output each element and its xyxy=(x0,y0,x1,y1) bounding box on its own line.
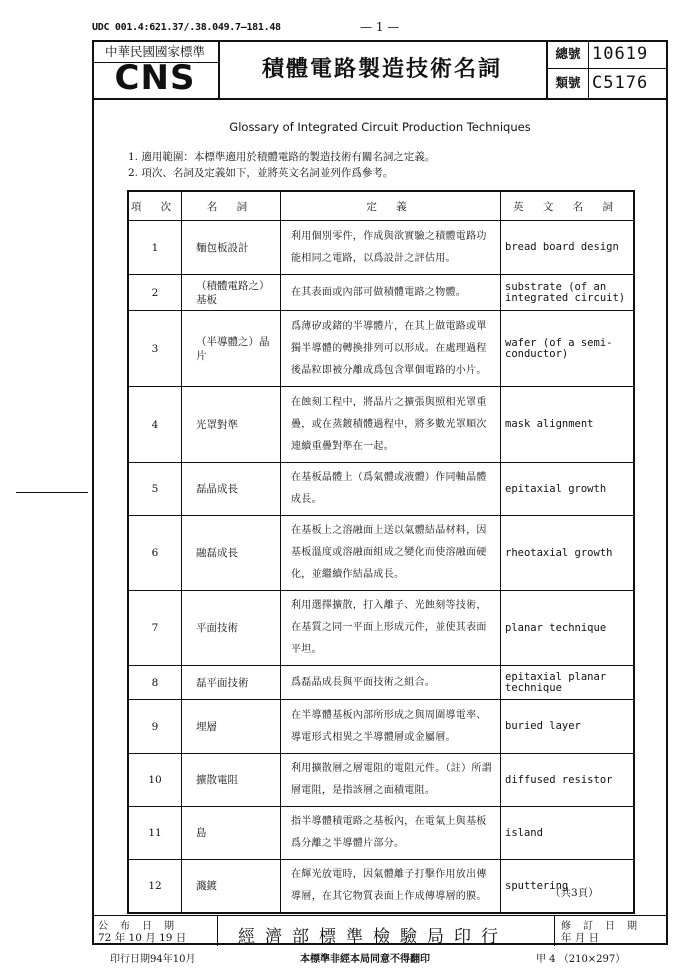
row-number: 1 xyxy=(128,221,182,275)
row-number: 2 xyxy=(128,275,182,311)
row-term: 島 xyxy=(182,807,281,860)
table-row xyxy=(128,387,634,463)
cns-logo: CNS xyxy=(114,58,196,98)
page-marker: — 1 — xyxy=(360,20,400,34)
revision-date: 年 月 日 xyxy=(561,932,600,944)
row-term: 磊晶成長 xyxy=(182,463,281,516)
row-definition: 在基板上之溶融面上送以氣體結晶材料，因基板溫度或溶融面組成之變化而使溶融面硬化，並繼續作結晶成長。 xyxy=(281,516,501,591)
row-english: diffused resistor xyxy=(501,754,635,807)
category-number-row xyxy=(548,69,666,98)
table-row xyxy=(128,807,634,860)
copyright-notice: 本標準非經本局同意不得翻印 xyxy=(300,954,430,965)
row-number: 5 xyxy=(128,463,182,516)
total-number-label: 總號 xyxy=(548,40,589,68)
row-term: 融磊成長 xyxy=(182,516,281,591)
row-number: 6 xyxy=(128,516,182,591)
row-definition: 利用選擇擴散，打入離子、光蝕刻等技術，在基質之同一平面上形成元件，並使其表面平坦。 xyxy=(281,591,501,666)
row-term: 擴散電阻 xyxy=(182,754,281,807)
table-row xyxy=(128,463,634,516)
header-english: 英 文 名 詞 xyxy=(501,191,635,221)
document-title: 積體電路製造技術名詞 xyxy=(261,57,502,82)
header-definition: 定 義 xyxy=(281,191,501,221)
row-term: 平面技術 xyxy=(182,591,281,666)
header-term: 名 詞 xyxy=(182,191,281,221)
category-number-value: C5176 xyxy=(592,73,649,93)
revision-date-box xyxy=(554,916,668,946)
row-english: planar technique xyxy=(501,591,635,666)
row-definition: 在半導體基板內部所形成之與周圍導電率、導電形式相異之半導體層或金屬層。 xyxy=(281,700,501,754)
row-definition: 在蝕刻工程中，將晶片之擴張與照相光罩重疊，或在蒸鍍積體過程中，將多數光罩順次連續重疊對準在一起。 xyxy=(281,387,501,463)
row-number: 8 xyxy=(128,666,182,700)
row-definition: 爲磊晶成長與平面技術之組合。 xyxy=(281,666,501,700)
row-term: 光罩對準 xyxy=(182,387,281,463)
row-number: 3 xyxy=(128,311,182,387)
publisher: 經濟部標準檢驗局印行 xyxy=(238,927,508,947)
total-pages: （共3頁） xyxy=(550,887,599,899)
row-term: 埋層 xyxy=(182,700,281,754)
glossary-table xyxy=(127,190,635,914)
row-definition: 利用個別零件，作成與欲實驗之積體電路功能相同之電路，以爲設計之評估用。 xyxy=(281,221,501,275)
print-date: 印行日期94年10月 xyxy=(110,954,196,965)
row-english: buried layer xyxy=(501,700,635,754)
table-row xyxy=(128,221,634,275)
row-english: epitaxial growth xyxy=(501,463,635,516)
row-number: 9 xyxy=(128,700,182,754)
total-number-row xyxy=(548,40,666,69)
revision-date-label: 修訂日期 xyxy=(561,921,649,932)
row-number: 12 xyxy=(128,860,182,914)
row-number: 4 xyxy=(128,387,182,463)
row-number: 11 xyxy=(128,807,182,860)
table-row xyxy=(128,275,634,311)
table-row xyxy=(128,311,634,387)
row-definition: 爲薄矽或鍺的半導體片，在其上做電路或單獨半導體的轉換排列可以形成。在處理過程後晶粒即被分離成爲包含單個電路的小片。 xyxy=(281,311,501,387)
table-row xyxy=(128,516,634,591)
table-header-row xyxy=(128,191,634,221)
document-footer xyxy=(92,915,668,946)
row-english: rheotaxial growth xyxy=(501,516,635,591)
row-definition: 利用擴散層之層電阻的電阻元件。（註）所謂層電阻，是指該層之面積電阻。 xyxy=(281,754,501,807)
row-english: island xyxy=(501,807,635,860)
table-row xyxy=(128,754,634,807)
cns-logo-box xyxy=(92,40,220,98)
english-title: Glossary of Integrated Circuit Production Techniques xyxy=(229,120,531,134)
table-row xyxy=(128,591,634,666)
table-row xyxy=(128,666,634,700)
row-english: bread board design xyxy=(501,221,635,275)
margin-mark xyxy=(16,492,88,493)
row-term: 磊平面技術 xyxy=(182,666,281,700)
table-row xyxy=(128,700,634,754)
document-header xyxy=(92,40,668,100)
row-definition: 在基板晶體上（爲氣體或液體）作同軸晶體成長。 xyxy=(281,463,501,516)
row-term: （積體電路之）基板 xyxy=(182,275,281,311)
issue-date-label: 公布日期 xyxy=(98,921,186,932)
row-number: 10 xyxy=(128,754,182,807)
category-number-label: 類號 xyxy=(548,69,589,98)
number-box xyxy=(546,40,666,98)
items-note: 2. 項次、名詞及定義如下，並將英文名詞並列作爲參考。 xyxy=(128,167,394,179)
row-english: sputtering xyxy=(501,860,635,914)
row-definition: 指半導體積電路之基板內，在電氣上與基板爲分離之半導體片部分。 xyxy=(281,807,501,860)
row-term: 麵包板設計 xyxy=(182,221,281,275)
udc-code: UDC 001.4:621.37/.38.049.7—181.48 xyxy=(92,22,281,33)
issue-date-box xyxy=(92,916,218,946)
row-term: 濺鍍 xyxy=(182,860,281,914)
row-number: 7 xyxy=(128,591,182,666)
row-english: wafer (of a semi-conductor) xyxy=(501,311,635,387)
row-english: substrate (of an integrated circuit) xyxy=(501,275,635,311)
scope-note: 1. 適用範圍：本標準適用於積體電路的製造技術有關名詞之定義。 xyxy=(128,151,436,163)
row-english: mask alignment xyxy=(501,387,635,463)
standard-label: 中華民國國家標準 xyxy=(92,42,218,63)
total-number-value: 10619 xyxy=(592,44,649,64)
header-no: 項 次 xyxy=(128,191,182,221)
row-english: epitaxial planar technique xyxy=(501,666,635,700)
row-term: （半導體之）晶片 xyxy=(182,311,281,387)
paper-size: 甲 4 （210×297） xyxy=(536,954,626,965)
row-definition: 在輝光放電時，因氣體離子打擊作用放出傳導層，在其它物質表面上作成傳導層的膜。 xyxy=(281,860,501,914)
row-definition: 在其表面或內部可做積體電路之物體。 xyxy=(281,275,501,311)
issue-date: 72 年 10 月 19 日 xyxy=(98,932,187,944)
